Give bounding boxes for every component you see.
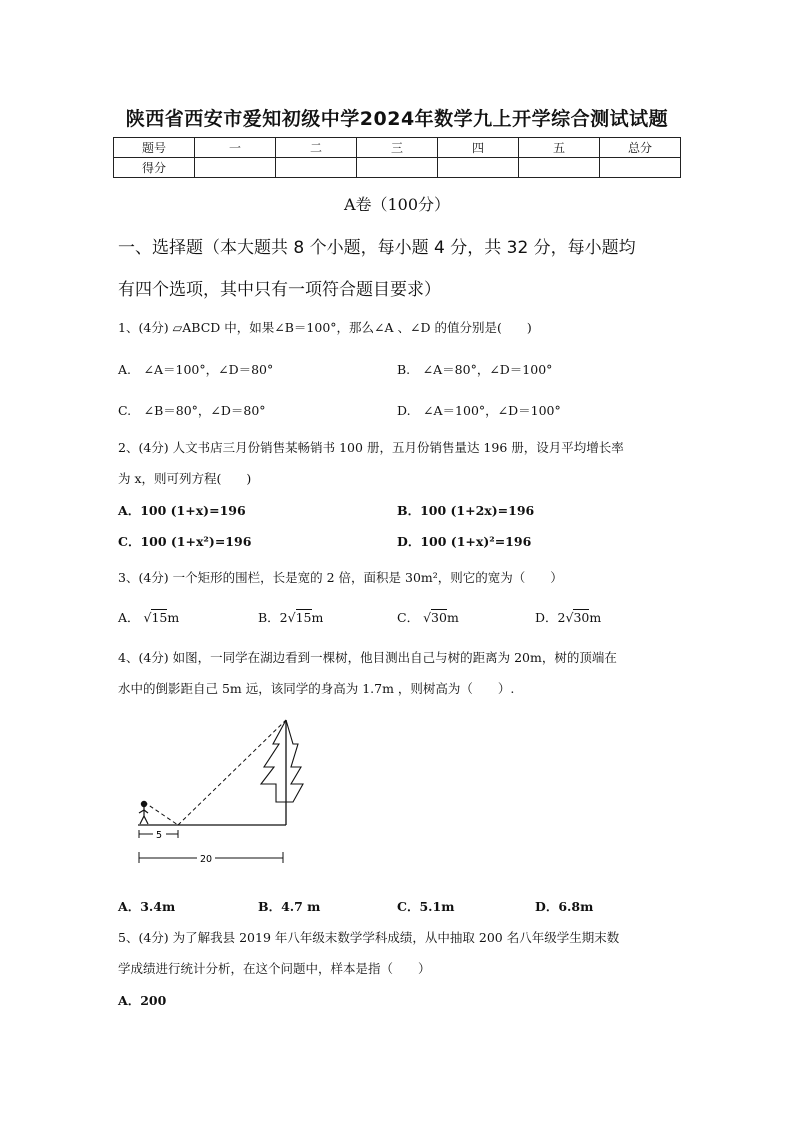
tree-reflection-figure <box>126 712 306 872</box>
q4-option-c: C．5.1m <box>397 899 455 914</box>
score-table-header-row <box>114 138 681 158</box>
q1-option-d: D. ∠A＝100°，∠D＝100° <box>397 403 561 418</box>
radical-sign-icon: √ <box>423 610 432 625</box>
score-cell <box>519 158 600 178</box>
q4-option-d: D．6.8m <box>535 899 594 914</box>
q3-option-c-label: C． <box>397 610 420 625</box>
q3-option-d-radicand: 30 <box>573 610 590 625</box>
q2-stem-line1: 2、(4分) 人文书店三月份销售某畅销书 100 册，五月份销售量达 196 册，设月平均增长率 <box>118 440 624 455</box>
q2-option-b: B．100 (1+2x)=196 <box>397 503 535 518</box>
q4-stem-line2: 水中的倒影距自己 5m 远，该同学的身高为 1.7m ，则树高为（ ）. <box>118 681 515 696</box>
score-cell <box>357 158 438 178</box>
score-cell: 三 <box>357 138 438 158</box>
score-cell: 得分 <box>114 158 195 178</box>
radical-sign-icon: √ <box>143 610 152 625</box>
q3-option-c <box>397 608 459 626</box>
q3-option-a-radicand: 15 <box>151 610 168 625</box>
exam-title: 陕西省西安市爱知初级中学2024年数学九上开学综合测试试题 <box>125 108 669 130</box>
score-cell: 五 <box>519 138 600 158</box>
dim-5-label: 5 <box>155 830 163 841</box>
score-cell <box>438 158 519 178</box>
q2-option-d: D．100 (1+x)²=196 <box>397 534 532 549</box>
q5-option-a: A．200 <box>118 993 167 1008</box>
score-cell <box>600 158 681 178</box>
q4-option-a: A．3.4m <box>118 899 176 914</box>
score-cell: 总分 <box>600 138 681 158</box>
q3-option-b-unit: m <box>311 610 324 625</box>
q2-option-c: C．100 (1+x²)=196 <box>118 534 252 549</box>
q3-stem: 3、(4分) 一个矩形的围栏，长是宽的 2 倍，面积是 30m²，则它的宽为（ ） <box>118 570 563 585</box>
part1-heading-line2: 有四个选项，其中只有一项符合题目要求） <box>118 280 441 300</box>
q1-stem: 1、(4分) ▱ABCD 中，如果∠B＝100°，那么∠A 、∠D 的值分别是( ) <box>118 320 532 335</box>
q3-option-d-label: D．2 <box>535 610 566 625</box>
score-cell: 题号 <box>114 138 195 158</box>
q3-option-a-unit: m <box>167 610 180 625</box>
score-table <box>113 137 681 178</box>
radical-sign-icon: √ <box>287 610 296 625</box>
score-table-score-row <box>114 158 681 178</box>
q5-stem-line2: 学成绩进行统计分析，在这个问题中，样本是指（ ） <box>118 961 431 976</box>
radical-sign-icon: √ <box>565 610 574 625</box>
q1-option-a: A. ∠A＝100°，∠D＝80° <box>118 362 274 377</box>
q2-stem-line2: 为 x，则可列方程( ) <box>118 471 252 486</box>
q5-stem-line1: 5、(4分) 为了解我县 2019 年八年级末数学学科成绩，从中抽取 200 名八年级学生期末数 <box>118 930 620 945</box>
person-icon <box>139 801 148 824</box>
q3-option-b-label: B．2 <box>258 610 288 625</box>
q3-option-d <box>535 608 601 626</box>
q3-option-b <box>258 608 323 626</box>
score-cell: 四 <box>438 138 519 158</box>
q3-option-b-radicand: 15 <box>295 610 312 625</box>
q1-option-b: B. ∠A＝80°，∠D＝100° <box>397 362 553 377</box>
q3-option-c-unit: m <box>446 610 459 625</box>
part1-heading-line1: 一、选择题（本大题共 8 个小题，每小题 4 分，共 32 分，每小题均 <box>118 238 636 258</box>
score-cell <box>195 158 276 178</box>
score-cell: 一 <box>195 138 276 158</box>
q3-option-a-label: A． <box>118 610 140 625</box>
dim-20-label: 20 <box>199 854 213 865</box>
tree-icon <box>261 720 303 802</box>
q4-option-b: B．4.7 m <box>258 899 321 914</box>
q4-stem-line1: 4、(4分) 如图，一同学在湖边看到一棵树，他目测出自己与树的距离为 20m，树的顶端在 <box>118 650 617 665</box>
q1-option-c: C. ∠B＝80°，∠D＝80° <box>118 403 266 418</box>
q3-option-d-unit: m <box>589 610 602 625</box>
q3-option-c-radicand: 30 <box>431 610 447 625</box>
score-cell <box>276 158 357 178</box>
score-cell: 二 <box>276 138 357 158</box>
q3-option-a <box>118 608 179 626</box>
section-a-title: A卷（100分） <box>343 195 451 214</box>
q2-option-a: A．100 (1+x)=196 <box>118 503 246 518</box>
sight-line-to-reflection <box>144 802 178 825</box>
